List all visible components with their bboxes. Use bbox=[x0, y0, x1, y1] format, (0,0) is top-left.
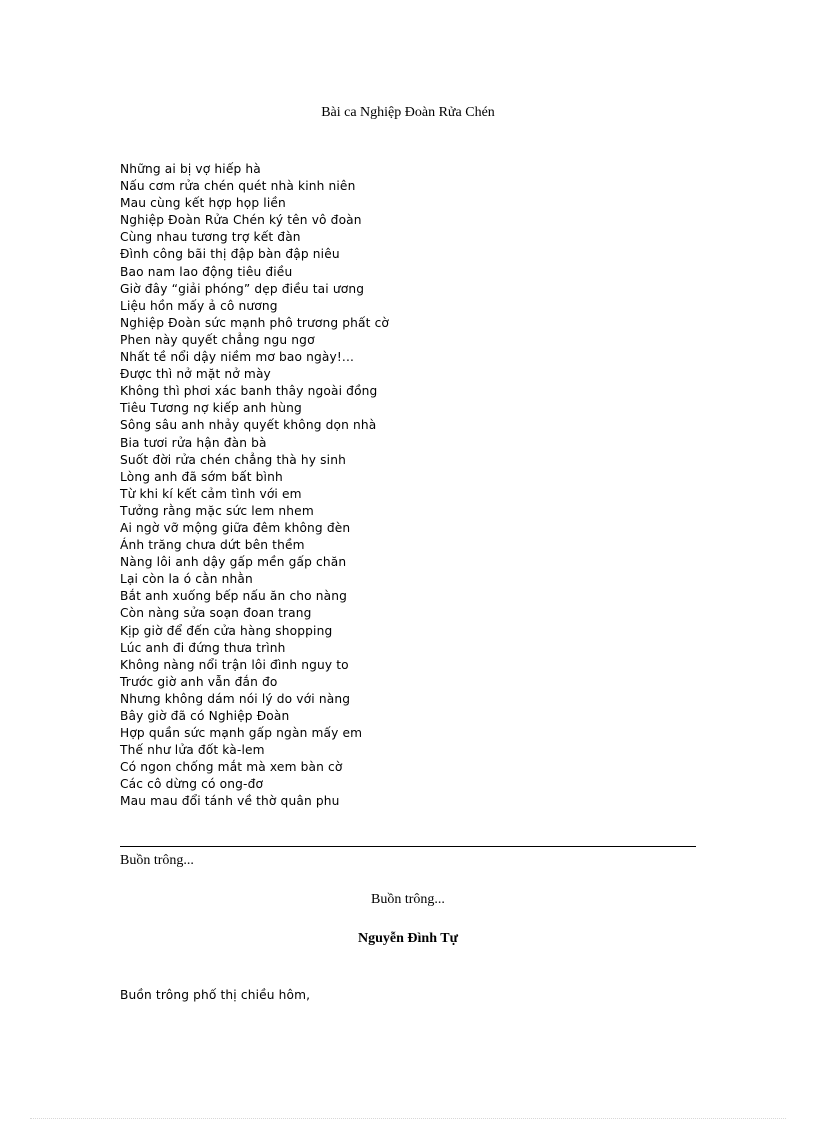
poem-line: Không thì phơi xác banh thây ngoài đồng bbox=[120, 384, 378, 399]
poem-line: Bao nam lao động tiêu điều bbox=[120, 264, 293, 279]
poem-line: Lòng anh đã sớm bất bình bbox=[120, 469, 283, 484]
poem-line: Tiêu Tương nợ kiếp anh hùng bbox=[120, 401, 302, 416]
poem-line: Thế như lửa đốt kà-lem bbox=[120, 743, 265, 758]
poem-line: Liệu hồn mấy ả cô nương bbox=[120, 298, 278, 313]
poem-line: Các cô dừng có ong-đơ bbox=[120, 777, 264, 792]
poem-line: Còn nàng sửa soạn đoan trang bbox=[120, 606, 312, 621]
poem-line: Kịp giờ để đến cửa hàng shopping bbox=[120, 623, 333, 638]
author-name: Nguyễn Đình Tự bbox=[358, 931, 458, 946]
poem-line: Không nàng nổi trận lôi đình nguy to bbox=[120, 657, 349, 672]
poem-line: Nghiệp Đoàn Rửa Chén ký tên vô đoàn bbox=[120, 213, 362, 228]
next-poem-line: Buồn trông phố thị chiều hôm, bbox=[120, 988, 311, 1002]
poem-line: Nhưng không dám nói lý do với nàng bbox=[120, 691, 351, 706]
poem-line: Bia tươi rửa hận đàn bà bbox=[120, 435, 267, 450]
poem-line: Nấu cơm rửa chén quét nhà kinh niên bbox=[120, 179, 356, 194]
poem-line: Bắt anh xuống bếp nấu ăn cho nàng bbox=[120, 589, 348, 604]
poem-line: Đình công bãi thị đập bàn đập niêu bbox=[120, 247, 340, 262]
poem-line: Mau mau đổi tánh về thờ quân phu bbox=[120, 794, 340, 809]
poem-line: Lại còn la ó cằn nhằn bbox=[120, 572, 253, 587]
poem-line: Trước giờ anh vẫn đắn đo bbox=[120, 674, 278, 689]
poem-line: Cùng nhau tương trợ kết đàn bbox=[120, 230, 301, 245]
poem-line: Giờ đây “giải phóng” dẹp điều tai ương bbox=[120, 281, 365, 296]
poem-line: Tưởng rằng mặc sức lem nhem bbox=[120, 503, 314, 518]
poem-line: Có ngon chống mắt mà xem bàn cờ bbox=[120, 760, 343, 775]
poem-line: Nghiệp Đoàn sức mạnh phô trương phất cờ bbox=[120, 315, 390, 330]
poem-line: Được thì nở mặt nở mày bbox=[120, 367, 271, 382]
poem-line: Mau cùng kết hợp họp liền bbox=[120, 196, 286, 211]
poem-line: Hợp quần sức mạnh gấp ngàn mấy em bbox=[120, 726, 363, 741]
poem-line: Ánh trăng chưa dứt bên thềm bbox=[120, 538, 305, 553]
poem-line: Suốt đời rửa chén chẳng thà hy sinh bbox=[120, 452, 346, 467]
poem-line: Lúc anh đi đứng thưa trình bbox=[120, 640, 286, 655]
page-bottom-edge bbox=[30, 1118, 786, 1119]
poem-line: Nhất tề nổi dậy niềm mơ bao ngày!... bbox=[120, 350, 354, 365]
poem-title-centered: Buồn trông... bbox=[371, 892, 445, 907]
poem-body bbox=[120, 161, 389, 811]
poem-line: Ai ngờ vỡ mộng giữa đêm không đèn bbox=[120, 520, 351, 535]
poem-line: Bây giờ đã có Nghiệp Đoàn bbox=[120, 709, 290, 723]
document-title: Bài ca Nghiệp Đoàn Rửa Chén bbox=[321, 105, 495, 120]
poem-line: Nàng lôi anh dậy gấp mền gấp chăn bbox=[120, 555, 347, 570]
poem-line: Phen này quyết chẳng ngu ngơ bbox=[120, 332, 315, 347]
poem-line: Sông sâu anh nhảy quyết không dọn nhà bbox=[120, 418, 377, 433]
section-heading-left: Buồn trông... bbox=[120, 853, 194, 868]
poem-line: Từ khi kí kết cảm tình với em bbox=[120, 486, 302, 501]
poem-line: Những ai bị vợ hiếp hà bbox=[120, 162, 261, 176]
section-divider bbox=[120, 846, 696, 847]
